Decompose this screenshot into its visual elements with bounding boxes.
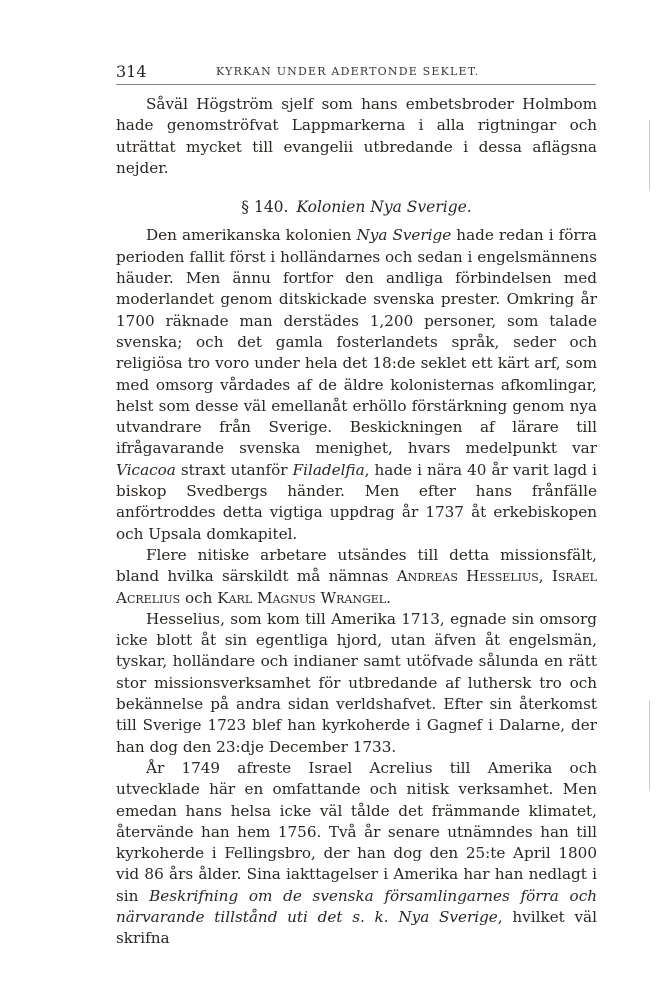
paragraph-4: Hesselius, som kom till Amerika 1713, egnade sin omsorg icke blott åt sin egentliga hjord, utan äfven åt engelsmän, tyskar, holländare och indianer samt utöfvade sålunda en rätt stor missionsverksamhet för utbredande af luthersk tro och bekännelse på andra sidan verldshafvet. Efter sin återkomst till Sverige 1723 blef han kyrkoherde i Gagnef i Dalarne, der han dog den 23:dje December 1733. xyxy=(116,609,597,756)
body-text xyxy=(116,94,597,950)
running-head: KYRKAN UNDER ADERTONDE SEKLET. xyxy=(216,65,480,78)
person-name: Karl Magnus Wrangel xyxy=(217,588,387,607)
paragraph-1: Såväl Högström sjelf som hans embetsbroder Holmbom hade genomströfvat Lappmarkerna i alla rigtningar och uträttat mycket till evangelii utbredande i dessa aflägsna nejder. xyxy=(116,95,597,177)
italic-book-title: Beskrifning om de svenska församlingarnes förra och närvarande tillstånd uti det s. k. Nya Sverige xyxy=(116,886,597,926)
section-heading xyxy=(116,197,597,218)
margin-scan-line xyxy=(649,700,650,790)
italic-place-name: Nya Sverige xyxy=(356,226,452,245)
paragraph-2: Den amerikanska kolonien Nya Sverige hade redan i förra perioden fallit först i holländarnes och sedan i engelsmännens häuder. Men ännu fortfor den andliga förbindelsen med moderlandet genom ditskickade svenska prester. Omkring år 1700 räknade man derstädes 1,200 personer, som talade svenska; och det gamla fosterlandets språk, seder och religiösa tro voro under hela det 18:de seklet ett kärt arf, som med omsorg vårdades af de äldre kolonisternas afkomlingar, helst som desse väl emellanåt erhöllo förstärkning genom nya utvandrare från Sverige. Beskickningen af lärare till ifrågavarande svenska menighet, hvars medelpunkt var Vicacoa straxt utanför Filadelfia, hade i nära 40 år varit lagd i biskop Svedbergs händer. Men efter hans frånfälle anförtroddes detta vigtiga uppdrag år 1737 åt erkebiskopen och Upsala domkapitel. xyxy=(116,226,597,543)
paragraph-3: Flere nitiske arbetare utsändes till detta missionsfält, bland hvilka särskildt må nämnas Andreas Hesselius, Israel Acrelius och Karl Magnus Wrangel. xyxy=(116,545,597,607)
italic-place-name: Filadelfia xyxy=(292,460,365,479)
paragraph-5: År 1749 afreste Israel Acrelius till Amerika och utvecklade här en omfattande och nitisk verksamhet. Men emedan hans helsa icke väl tålde det främmande klimatet, återvände han hem 1756. Två år senare utnämndes han till kyrkoherde i Fellingsbro, der han dog den 25:te April 1800 vid 86 års ålder. Sina iakttagelser i Amerika har han nedlagt i sin Beskrifning om de svenska församlingarnes förra och närvarande tillstånd uti det s. k. Nya Sverige, hvilket väl skrifna xyxy=(116,758,597,948)
person-name: Andreas Hesselius xyxy=(396,567,539,586)
page-header xyxy=(116,62,596,85)
page-number: 314 xyxy=(116,62,147,81)
italic-place-name: Vicacoa xyxy=(116,460,176,479)
section-number: § 140. xyxy=(241,198,289,217)
section-title: Kolonien Nya Sverige. xyxy=(296,198,472,217)
margin-scan-line xyxy=(649,120,650,190)
person-name: Israel Acrelius xyxy=(116,567,597,607)
